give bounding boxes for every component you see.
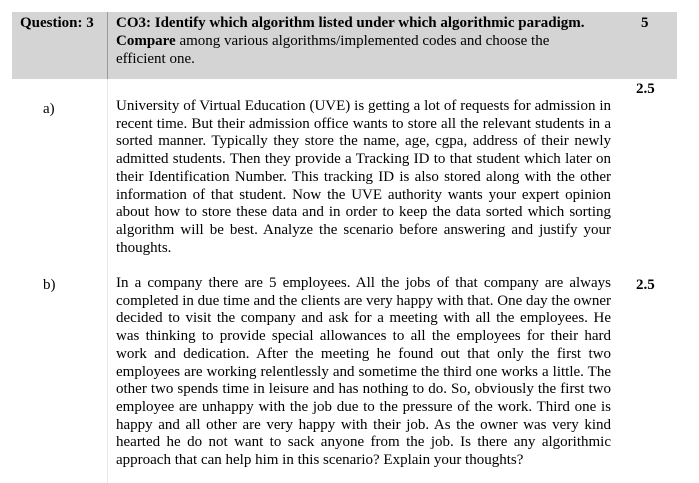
part-a-label: a) xyxy=(43,101,55,117)
course-outcome-text xyxy=(116,14,596,68)
part-b-label: b) xyxy=(43,277,56,293)
compare-word: Compare xyxy=(116,33,176,49)
compare-rest: among various algorithms/implemented codes and choose the xyxy=(175,33,550,49)
co-compare-line xyxy=(116,32,596,50)
part-a-marks: 2.5 xyxy=(636,81,655,97)
header-divider xyxy=(107,12,108,79)
part-b-marks: 2.5 xyxy=(636,277,655,293)
co-line3: efficient one. xyxy=(116,51,195,67)
question-label: Question: 3 xyxy=(20,15,94,31)
question-total-marks: 5 xyxy=(641,15,649,31)
co-title: CO3: Identify which algorithm listed under which algorithmic paradigm. xyxy=(116,15,585,31)
part-b-text: In a company there are 5 employees. All the jobs of that company are always completed in due time and the clients are very happy with that. One day the owner decided to visit the company and ask for a meeting with all the employees. He was thinking to provide special allowances to all the employees for their hard work and dedication. After the meeting he found out that only the first two employees are working relentlessly and sometime the third one works a little. The other two spends time in leisure and has nothing to do. So, obviously the first two employee are unhappy with the job due to the pressure of the work. Third one is happy and all other are very happy with their job. As the owner was very kind hearted he do not want to sack anyone from the job. Is there any algorithmic approach that can help him in this scenario? Explain your thoughts? xyxy=(116,275,611,469)
column-divider xyxy=(107,79,108,483)
part-a-text: University of Virtual Education (UVE) is getting a lot of requests for admission in recent time. But their admission office wants to store all the relevant students in a sorted manner. Typically they store the name, age, cgpa, address of their newly admitted students. Then they provide a Tracking ID to that student which later on their Identification Number. This tracking ID is also stored along with the other information of that student. Now the UVE authority wants your expert opinion about how to store these data and in order to keep the data sorted which sorting algorithm will be best. Analyze the scenario before answering and justify your thoughts. xyxy=(116,98,611,256)
